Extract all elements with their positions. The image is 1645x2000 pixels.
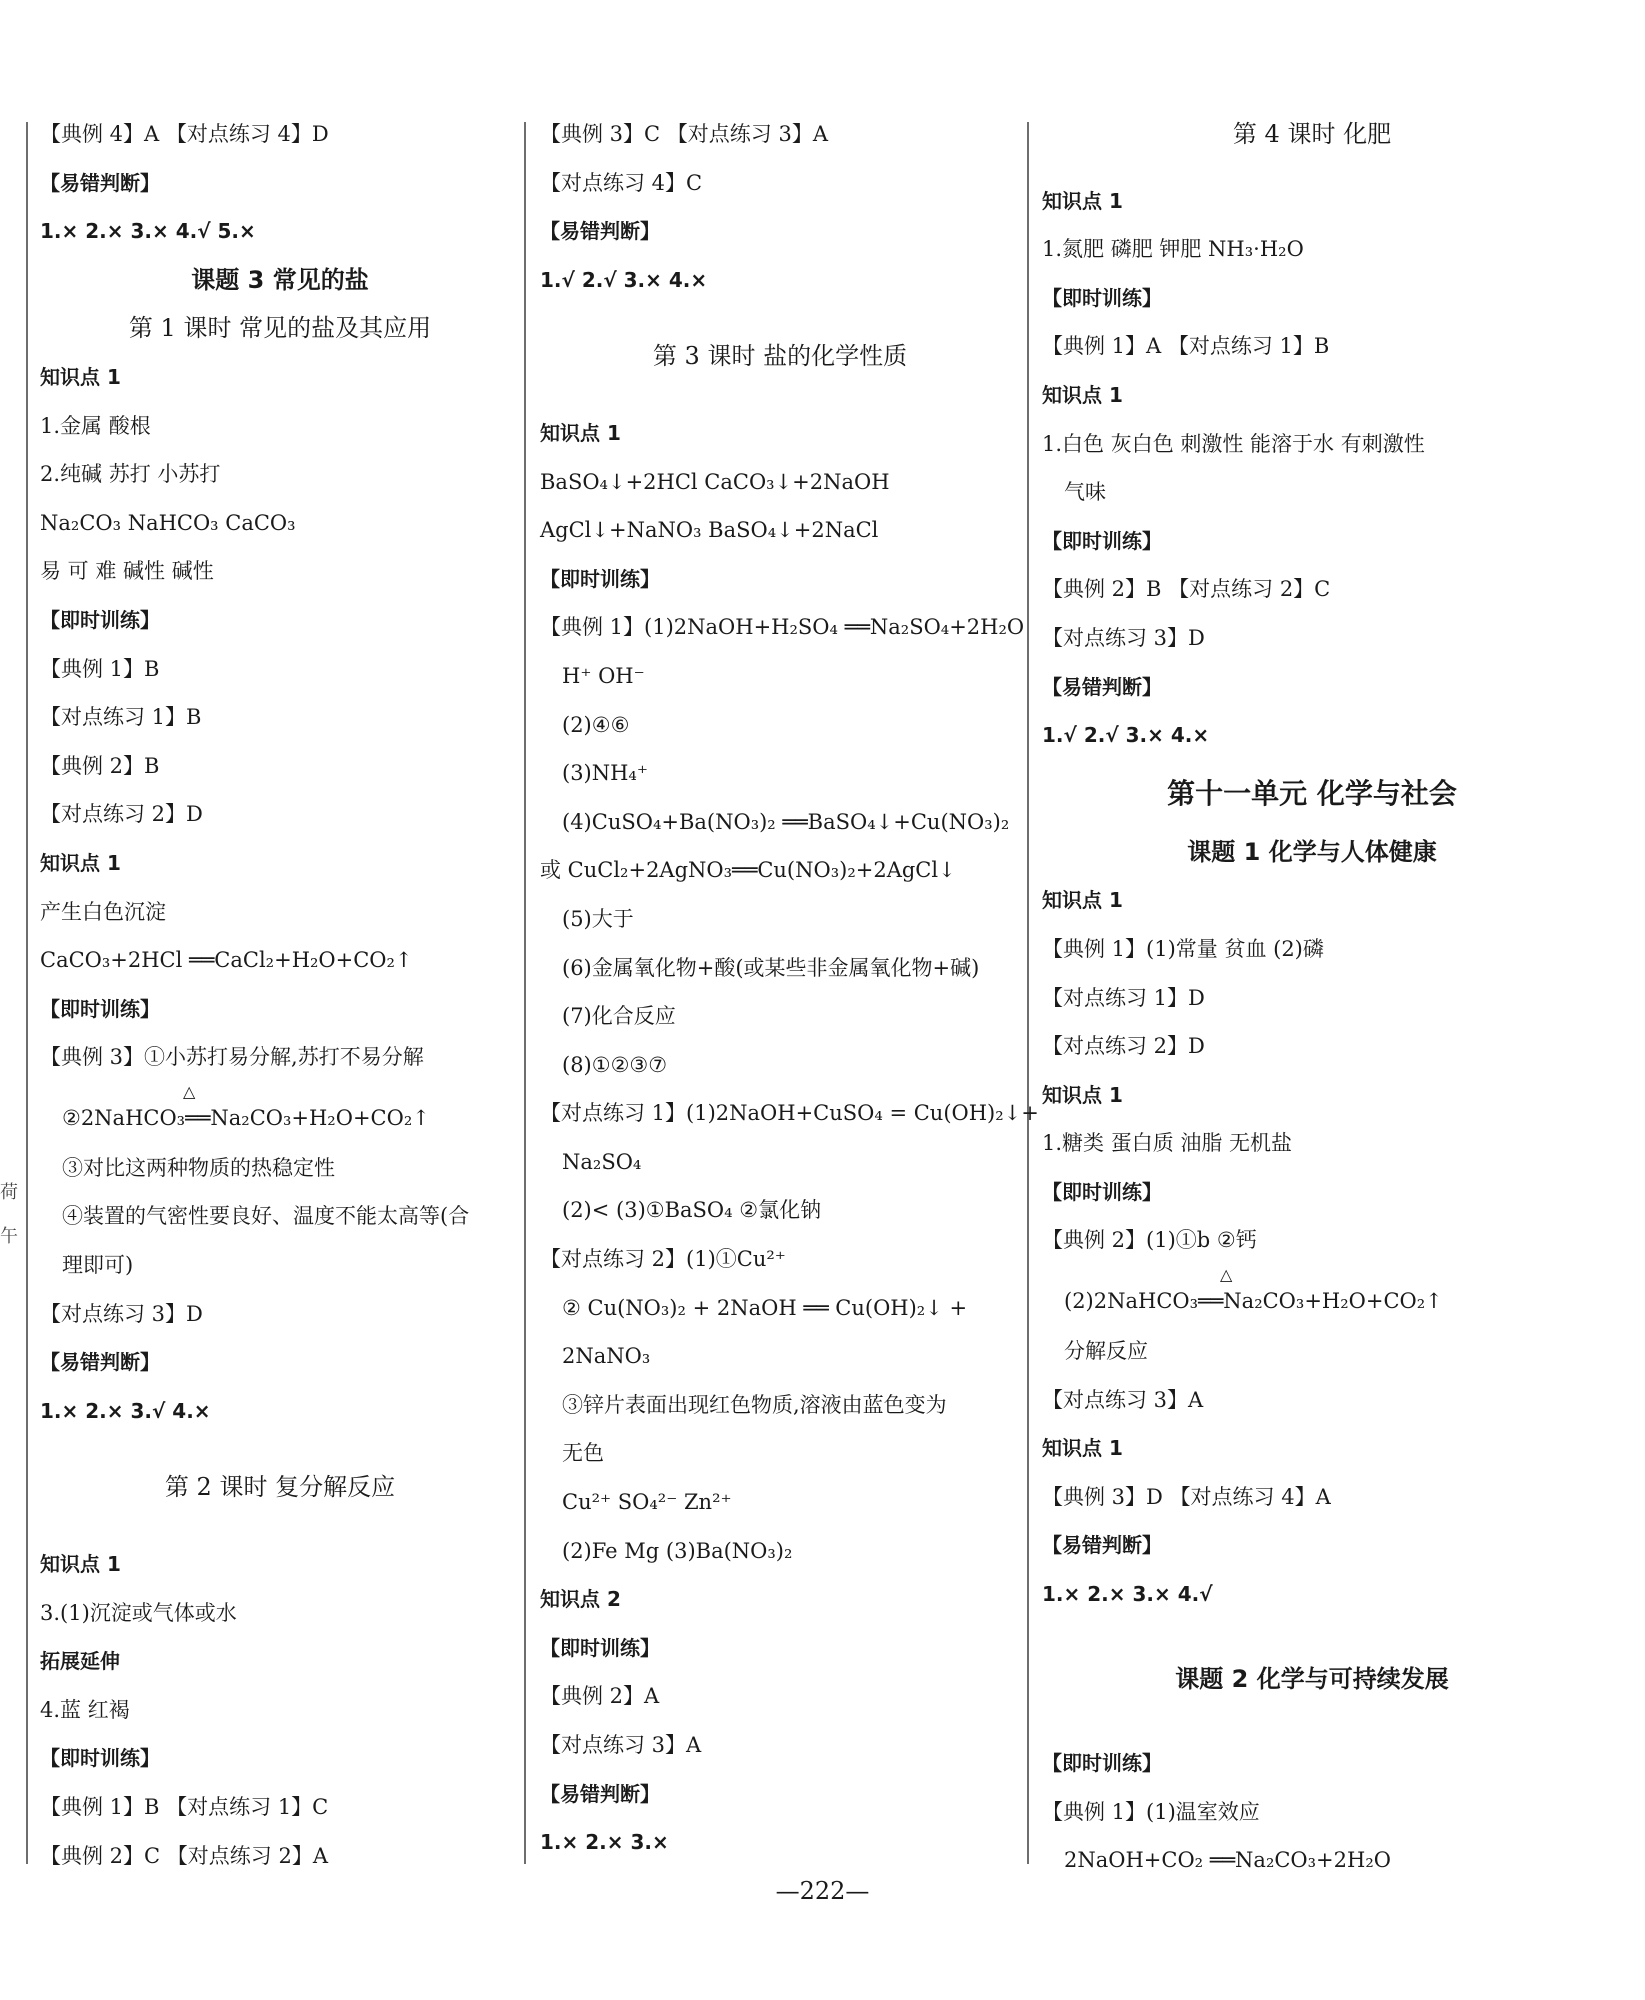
equation-line: 【典例 1】(1)2NaOH+H₂SO₄ ══Na₂SO₄+2H₂O xyxy=(540,615,1025,640)
knowledge-point-label: 知识点 1 xyxy=(40,850,121,875)
answer-line: 【典例 1】B xyxy=(40,656,160,681)
equation-text: ②2NaHCO₃══Na₂CO₃+H₂O+CO₂↑ xyxy=(62,1105,430,1130)
answer-column-3 xyxy=(1042,110,1582,1885)
heat-symbol: △ xyxy=(1220,1265,1233,1285)
answer-line: 1.糖类 蛋白质 油脂 无机盐 xyxy=(1042,1131,1293,1156)
answer-line: (2)< (3)①BaSO₄ ②氯化钠 xyxy=(562,1198,822,1223)
section-label: 【易错判断】 xyxy=(1042,674,1162,699)
answer-line: (3)NH₄⁺ xyxy=(562,761,648,786)
answer-column-2 xyxy=(540,110,1039,1867)
section-label: 【即时训练】 xyxy=(1042,528,1162,553)
judgement-answers: 1.× 2.× 3.× 4.√ xyxy=(1042,1582,1213,1607)
section-label: 【易错判断】 xyxy=(40,170,160,195)
knowledge-point-label: 知识点 2 xyxy=(540,1587,621,1612)
answer-line: Na₂SO₄ xyxy=(562,1149,642,1174)
answer-line: 【对点练习 3】D xyxy=(1042,625,1205,650)
answer-line: 【典例 3】D 【对点练习 4】A xyxy=(1042,1484,1331,1509)
knowledge-point-label: 知识点 1 xyxy=(1042,888,1123,913)
knowledge-point-label: 知识点 1 xyxy=(1042,1082,1123,1107)
answer-line: 【对点练习 1】B xyxy=(40,705,202,730)
judgement-answers: 1.× 2.× 3.× 4.√ 5.× xyxy=(40,219,256,244)
section-label: 拓展延伸 xyxy=(40,1649,120,1674)
answer-line: 【典例 2】(1)①b ②钙 xyxy=(1042,1228,1257,1253)
column-divider-middle xyxy=(524,122,526,1864)
lesson-title: 课题 2 化学与可持续发展 xyxy=(1175,1664,1449,1693)
answer-line: 【对点练习 3】A xyxy=(1042,1387,1204,1412)
answer-column-1 xyxy=(40,110,520,1880)
equation-line: ② Cu(NO₃)₂ + 2NaOH ══ Cu(OH)₂↓ + xyxy=(562,1295,968,1320)
section-label: 【易错判断】 xyxy=(540,219,660,244)
answer-line: 2NaNO₃ xyxy=(562,1344,651,1369)
answer-line: 【典例 2】B 【对点练习 2】C xyxy=(1042,577,1331,602)
equation-line: CaCO₃+2HCl ══CaCl₂+H₂O+CO₂↑ xyxy=(40,948,413,973)
answer-line: 无色 xyxy=(562,1441,604,1466)
answer-line: 【对点练习 2】D xyxy=(1042,1034,1205,1059)
section-label: 【易错判断】 xyxy=(1042,1533,1162,1558)
lesson-title: 课题 1 化学与人体健康 xyxy=(1187,837,1437,866)
section-label: 【易错判断】 xyxy=(540,1781,660,1806)
equation-line: (4)CuSO₄+Ba(NO₃)₂ ══BaSO₄↓+Cu(NO₃)₂ xyxy=(562,809,1010,834)
section-label: 【即时训练】 xyxy=(540,1635,660,1660)
equation-line: 或 CuCl₂+2AgNO₃══Cu(NO₃)₂+2AgCl↓ xyxy=(540,858,956,883)
answer-line: 【典例 1】(1)常量 贫血 (2)磷 xyxy=(1042,936,1324,961)
heat-symbol: △ xyxy=(183,1081,196,1101)
answer-line: (2)Fe Mg (3)Ba(NO₃)₂ xyxy=(562,1538,793,1563)
section-label: 【即时训练】 xyxy=(40,607,160,632)
answer-line: (7)化合反应 xyxy=(562,1004,676,1029)
answer-line: 【典例 1】(1)温室效应 xyxy=(1042,1799,1260,1824)
period-title: 第 4 课时 化肥 xyxy=(1232,120,1392,148)
answer-line: 1.金属 酸根 xyxy=(40,413,151,438)
section-label: 【即时训练】 xyxy=(40,1746,160,1771)
equation-line: 【对点练习 1】(1)2NaOH+CuSO₄ = Cu(OH)₂↓+ xyxy=(540,1101,1039,1126)
judgement-answers: 1.× 2.× 3.√ 4.× xyxy=(40,1398,211,1423)
answer-line: 【对点练习 2】(1)①Cu²⁺ xyxy=(540,1247,786,1272)
knowledge-point-label: 知识点 1 xyxy=(1042,1436,1123,1461)
knowledge-point-label: 知识点 1 xyxy=(40,364,121,389)
answer-line: 4.蓝 红褐 xyxy=(40,1697,130,1722)
answer-line: (8)①②③⑦ xyxy=(562,1052,668,1077)
period-title: 第 3 课时 盐的化学性质 xyxy=(652,342,908,371)
answer-line: 【典例 2】B xyxy=(40,753,160,778)
formula-line: BaSO₄↓+2HCl CaCO₃↓+2NaOH xyxy=(540,469,890,494)
answer-line: 3.(1)沉淀或气体或水 xyxy=(40,1600,237,1625)
answer-line: 【对点练习 3】D xyxy=(40,1301,203,1326)
answer-line: 【典例 4】A 【对点练习 4】D xyxy=(40,122,329,146)
answer-line: 理即可) xyxy=(62,1253,134,1278)
period-title: 第 2 课时 复分解反应 xyxy=(164,1473,396,1502)
answer-line: 【对点练习 1】D xyxy=(1042,985,1205,1010)
formula-line: AgCl↓+NaNO₃ BaSO₄↓+2NaCl xyxy=(540,518,879,543)
equation-line xyxy=(40,1082,520,1144)
answer-line: 【典例 1】A 【对点练习 1】B xyxy=(1042,334,1330,359)
edge-mark: 午 xyxy=(0,1226,18,1247)
answer-line: ④装置的气密性要良好、温度不能太高等(合 xyxy=(62,1204,470,1229)
answer-line: ③对比这两种物质的热稳定性 xyxy=(62,1155,335,1180)
knowledge-point-label: 知识点 1 xyxy=(540,420,621,445)
judgement-answers: 1.√ 2.√ 3.× 4.× xyxy=(540,267,708,292)
judgement-answers: 1.× 2.× 3.× xyxy=(540,1830,669,1855)
answer-line: 【对点练习 2】D xyxy=(40,802,203,827)
answer-line: (6)金属氧化物+酸(或某些非金属氧化物+碱) xyxy=(562,955,980,980)
knowledge-point-label: 知识点 1 xyxy=(1042,382,1123,407)
answer-line: 2.纯碱 苏打 小苏打 xyxy=(40,462,221,487)
formula-line: Na₂CO₃ NaHCO₃ CaCO₃ xyxy=(40,510,296,535)
answer-line: 【对点练习 3】A xyxy=(540,1733,702,1757)
section-label: 【即时训练】 xyxy=(1042,1751,1162,1776)
section-label: 【即时训练】 xyxy=(40,996,160,1021)
equation-text: (2)2NaHCO₃══Na₂CO₃+H₂O+CO₂↑ xyxy=(1064,1289,1443,1314)
answer-line: H⁺ OH⁻ xyxy=(562,663,645,688)
period-title: 第 1 课时 常见的盐及其应用 xyxy=(128,314,432,343)
unit-title: 第十一单元 化学与社会 xyxy=(1167,776,1457,810)
answer-line: 【典例 3】C 【对点练习 3】A xyxy=(540,122,828,146)
answer-line: 【典例 2】A xyxy=(540,1684,660,1709)
answer-line: 气味 xyxy=(1064,480,1106,505)
answer-line: ③锌片表面出现红色物质,溶液由蓝色变为 xyxy=(562,1392,947,1417)
section-label: 【即时训练】 xyxy=(1042,1179,1162,1204)
judgement-answers: 1.√ 2.√ 3.× 4.× xyxy=(1042,723,1210,748)
equation-line: 2NaOH+CO₂ ══Na₂CO₃+2H₂O xyxy=(1064,1848,1391,1873)
section-label: 【易错判断】 xyxy=(40,1350,160,1375)
answer-line: 1.氮肥 磷肥 钾肥 NH₃·H₂O xyxy=(1042,237,1304,262)
answer-line: 1.白色 灰白色 刺激性 能溶于水 有刺激性 xyxy=(1042,431,1425,456)
answer-line: 易 可 难 碱性 碱性 xyxy=(40,559,214,584)
equation-line xyxy=(1042,1265,1582,1327)
answer-line: 分解反应 xyxy=(1064,1339,1148,1364)
section-label: 【即时训练】 xyxy=(540,566,660,591)
lesson-title: 课题 3 常见的盐 xyxy=(191,265,369,294)
answer-line: 【对点练习 4】C xyxy=(540,170,703,195)
knowledge-point-label: 知识点 1 xyxy=(40,1552,121,1577)
section-label: 【即时训练】 xyxy=(1042,285,1162,310)
edge-mark: 荷 xyxy=(0,1182,18,1203)
ion-line: Cu²⁺ SO₄²⁻ Zn²⁺ xyxy=(562,1490,732,1515)
column-divider-left xyxy=(26,122,28,1864)
answer-line: 【典例 3】①小苏打易分解,苏打不易分解 xyxy=(40,1045,424,1070)
answer-line: 【典例 2】C 【对点练习 2】A xyxy=(40,1843,328,1868)
page-number: —222— xyxy=(775,1877,870,1905)
column-divider-right xyxy=(1027,122,1029,1864)
answer-line: 【典例 1】B 【对点练习 1】C xyxy=(40,1795,329,1819)
answer-line: 产生白色沉淀 xyxy=(40,899,166,924)
answer-line: (2)④⑥ xyxy=(562,712,630,737)
knowledge-point-label: 知识点 1 xyxy=(1042,188,1123,213)
answer-line: (5)大于 xyxy=(562,906,634,931)
